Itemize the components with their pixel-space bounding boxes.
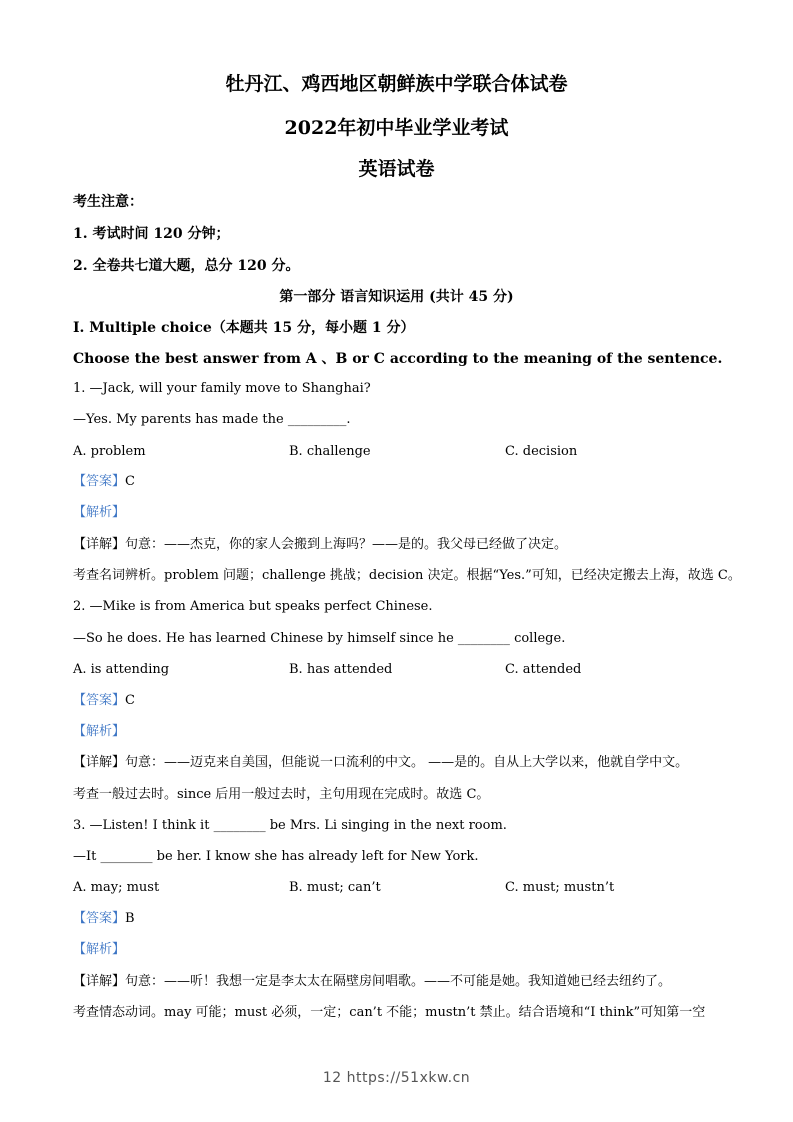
question-1-analysis-tag: 【解析】 [73,505,126,520]
question-3-detail: 【详解】句意：——听！我想一定是李太太在隔壁房间唱歌。——不可能是她。我知道她已经去纽约了。 [73,974,672,989]
question-1-line-2: —Yes. My parents has made the _________. [73,412,351,427]
answer-tag: 【答案】 [73,474,126,489]
question-3-answer [73,910,733,928]
question-1-explanation: 考查名词辨析。problem 问题；challenge 挑战；decision 决定。根据“Yes.”可知，已经决定搬去上海，故选 C。 [73,568,741,583]
question-2-option-a: A. is attending [73,662,170,677]
page-number: 12 [322,1070,342,1086]
exam-title: 牡丹江、鸡西地区朝鲜族中学联合体试卷 [225,73,568,95]
question-2-line-2: —So he does. He has learned Chinese by himself since he ________ college. [73,631,566,646]
page-footer [0,1070,793,1086]
question-2-option-b: B. has attended [289,662,393,677]
part1-heading: 第一部分 语言知识运用 (共计 45 分) [279,289,514,305]
question-3-option-b: B. must; can’t [289,880,381,895]
question-2-option-c: C. attended [505,662,582,677]
question-2-detail: 【详解】句意：——迈克来自美国，但能说一口流利的中文。 ——是的。自从上大学以来，他就自学中文。 [73,755,689,770]
question-2-line-1: 2. —Mike is from America but speaks perfect Chinese. [73,599,433,614]
question-3-option-c: C. must; mustn’t [505,880,615,895]
question-3-line-1: 3. —Listen! I think it ________ be Mrs. Li singing in the next room. [73,818,507,833]
question-1-option-a: A. problem [73,444,146,459]
footer-url[interactable]: https://51xkw.cn [346,1070,471,1086]
question-3-line-2: —It ________ be her. I know she has already left for New York. [73,849,479,864]
question-2-analysis-tag: 【解析】 [73,724,126,739]
section-instruction: Choose the best answer from A 、B or C according to the meaning of the sentence. [73,351,723,367]
exam-subject: 英语试卷 [358,158,435,180]
section-heading: I. Multiple choice（本题共 15 分，每小题 1 分） [73,320,415,336]
question-1-detail: 【详解】句意：——杰克，你的家人会搬到上海吗？——是的。我父母已经做了决定。 [73,537,568,552]
question-3-explanation: 考查情态动词。may 可能；must 必须，一定；can’t 不能；mustn’t 禁止。结合语境和“I think”可知第一空 [73,1005,706,1020]
answer-value: C [125,693,135,708]
answer-value: B [125,911,135,926]
exam-subtitle: 2022年初中毕业学业考试 [284,117,509,139]
answer-value: C [125,474,135,489]
question-1-answer [73,473,733,491]
question-3-option-a: A. may; must [73,880,160,895]
notice-heading: 考生注意： [73,194,143,210]
answer-tag: 【答案】 [73,911,126,926]
question-1-option-b: B. challenge [289,444,371,459]
question-2-explanation: 考查一般过去时。since 后用一般过去时，主句用现在完成时。故选 C。 [73,787,490,802]
question-2-answer [73,692,733,710]
notice-item-score: 2. 全卷共七道大题，总分 120 分。 [73,258,300,274]
question-3-analysis-tag: 【解析】 [73,942,126,957]
answer-tag: 【答案】 [73,693,126,708]
question-1-line-1: 1. —Jack, will your family move to Shanghai? [73,381,371,396]
question-1-option-c: C. decision [505,444,578,459]
notice-item-time: 1. 考试时间 120 分钟； [73,226,230,242]
